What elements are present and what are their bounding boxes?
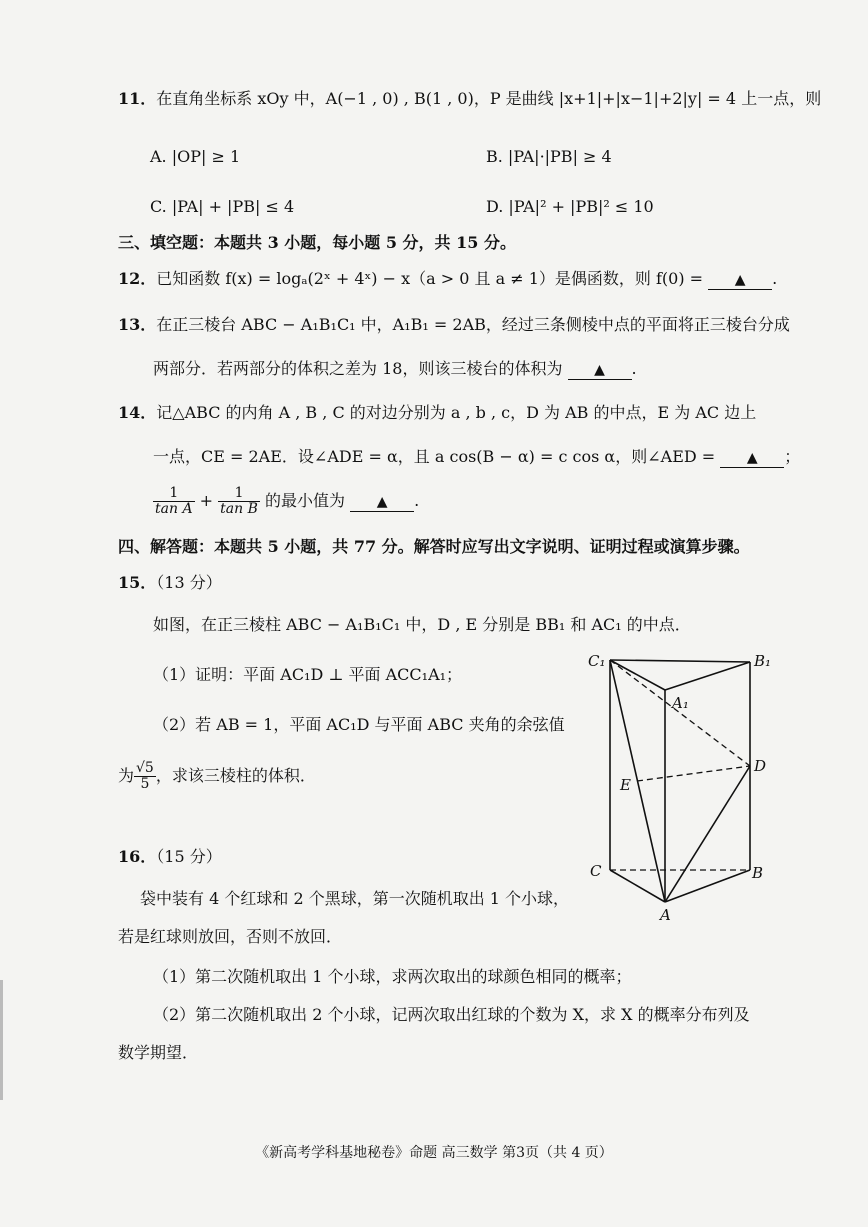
q14-frac2-num: 1 xyxy=(218,486,260,502)
section-3-heading: 三、填空题：本题共 3 小题，每小题 5 分，共 15 分。 xyxy=(118,233,516,252)
q15-part2-pre: 为 xyxy=(118,766,135,785)
q15-frac-num: √5 xyxy=(136,760,154,776)
q14-end: . xyxy=(414,491,420,510)
label-b1: B₁ xyxy=(754,652,772,670)
q12-end: . xyxy=(772,269,778,288)
q15-frac-den: 5 xyxy=(140,776,150,792)
q14-line-3 xyxy=(153,482,419,520)
q15-number: 15． xyxy=(118,573,157,592)
label-a1: A₁ xyxy=(672,694,689,712)
q16-line-2: 若是红球则放回，否则不放回． xyxy=(118,927,343,946)
q16-line-1: 袋中装有 4 个红球和 2 个黑球，第一次随机取出 1 个小球， xyxy=(140,889,570,908)
q15-score: （13 分） xyxy=(156,573,222,592)
q14-answer-blank-2[interactable]: ▲ xyxy=(350,493,414,512)
label-a: A xyxy=(660,906,671,924)
scan-edge-mark xyxy=(0,980,3,1100)
q13-line-1 xyxy=(118,314,790,336)
q11-option-c: C. |PA| + |PB| ≤ 4 xyxy=(150,197,295,216)
q13-answer-blank[interactable]: ▲ xyxy=(568,361,632,380)
q14-line2-text: 一点，CE = 2AE．设∠ADE = α，且 a cos(B − α) = c cos α，则∠AED = xyxy=(153,447,716,466)
q16-header xyxy=(118,846,222,868)
q16-part-1: （1）第二次随机取出 1 个小球，求两次取出的球颜色相同的概率； xyxy=(153,967,632,986)
edge-b1-a1 xyxy=(665,662,750,690)
q11-option-d: D. |PA|² + |PB|² ≤ 10 xyxy=(486,197,654,216)
q14-number: 14． xyxy=(118,403,157,422)
q14-plus: + xyxy=(199,491,214,510)
q15-intro: 如图，在正三棱柱 ABC − A₁B₁C₁ 中，D , E 分别是 BB₁ 和 AC₁ 的中点． xyxy=(153,615,691,634)
q14-line-2 xyxy=(153,446,800,468)
q11-option-a: A. |OP| ≥ 1 xyxy=(150,147,241,166)
q14-fraction-2 xyxy=(218,486,260,517)
q11-stem xyxy=(118,88,821,110)
q15-part-2-cont xyxy=(118,756,316,796)
q15-header xyxy=(118,572,222,594)
q12-answer-blank[interactable]: ▲ xyxy=(708,271,772,290)
q14-line-1 xyxy=(118,402,756,424)
label-e: E xyxy=(620,776,631,794)
q12-number: 12． xyxy=(118,269,157,288)
edge-c1-a1 xyxy=(610,660,665,690)
edge-a-b xyxy=(665,870,750,902)
q16-part-2-line-2: 数学期望． xyxy=(118,1043,199,1062)
q11-stem-text: 在直角坐标系 xOy 中，A(−1 , 0) , B(1 , 0)，P 是曲线 |x+1|+|x−1|+2|y| = 4 上一点，则 xyxy=(156,89,822,108)
q13-line1-text: 在正三棱台 ABC − A₁B₁C₁ 中，A₁B₁ = 2AB，经过三条侧棱中点的平面将正三棱台分成 xyxy=(156,315,790,334)
q13-line-2 xyxy=(153,358,637,380)
q15-part-1: （1）证明：平面 AC₁D ⊥ 平面 ACC₁A₁； xyxy=(153,665,463,684)
q16-score: （15 分） xyxy=(156,847,222,866)
label-c: C xyxy=(590,862,602,880)
q15-part2-post: ，求该三棱柱的体积． xyxy=(155,766,316,785)
edge-c1-b1 xyxy=(610,660,750,662)
q13-number: 13． xyxy=(118,315,157,334)
label-d: D xyxy=(754,757,767,775)
q11-option-b: B. |PA|·|PB| ≥ 4 xyxy=(486,147,612,166)
q13-end: . xyxy=(631,359,637,378)
segment-e-d xyxy=(637,766,750,781)
q14-frac1-den: tan A xyxy=(155,501,193,517)
q12 xyxy=(118,268,777,290)
q15-part-2: （2）若 AB = 1，平面 AC₁D 与平面 ABC 夹角的余弦值 xyxy=(153,715,565,734)
q14-line3-tail: 的最小值为 xyxy=(264,491,345,510)
q15-fraction xyxy=(134,761,156,792)
q16-part-2-line-1: （2）第二次随机取出 2 个小球，记两次取出红球的个数为 X，求 X 的概率分布列及 xyxy=(153,1005,750,1024)
q12-text: 已知函数 f(x) = logₐ(2ˣ + 4ˣ) − x（a > 0 且 a ≠ 1）是偶函数，则 f(0) = xyxy=(156,269,704,288)
q16-number: 16． xyxy=(118,847,157,866)
q14-answer-blank-1[interactable]: ▲ xyxy=(720,449,784,468)
prism-figure xyxy=(580,640,780,925)
q14-frac2-den: tan B xyxy=(220,501,258,517)
q14-separator: ； xyxy=(784,447,801,466)
label-b: B xyxy=(752,864,764,882)
q13-line2-text: 两部分．若两部分的体积之差为 18，则该三棱台的体积为 xyxy=(153,359,563,378)
label-c1: C₁ xyxy=(588,652,606,670)
q11-number: 11． xyxy=(118,89,157,108)
q14-line1-text: 记△ABC 的内角 A , B , C 的对边分别为 a , b , c，D 为 AB 的中点，E 为 AC 边上 xyxy=(156,403,757,422)
segment-a-d xyxy=(665,766,750,902)
q14-frac1-num: 1 xyxy=(153,486,195,502)
q14-fraction-1 xyxy=(153,486,195,517)
page-footer: 《新高考学科基地秘卷》命题 高三数学 第3页（共 4 页） xyxy=(255,1145,613,1161)
section-4-heading: 四、解答题：本题共 5 小题，共 77 分。解答时应写出文字说明、证明过程或演算步骤。 xyxy=(118,537,750,556)
edge-c-a xyxy=(610,870,665,902)
